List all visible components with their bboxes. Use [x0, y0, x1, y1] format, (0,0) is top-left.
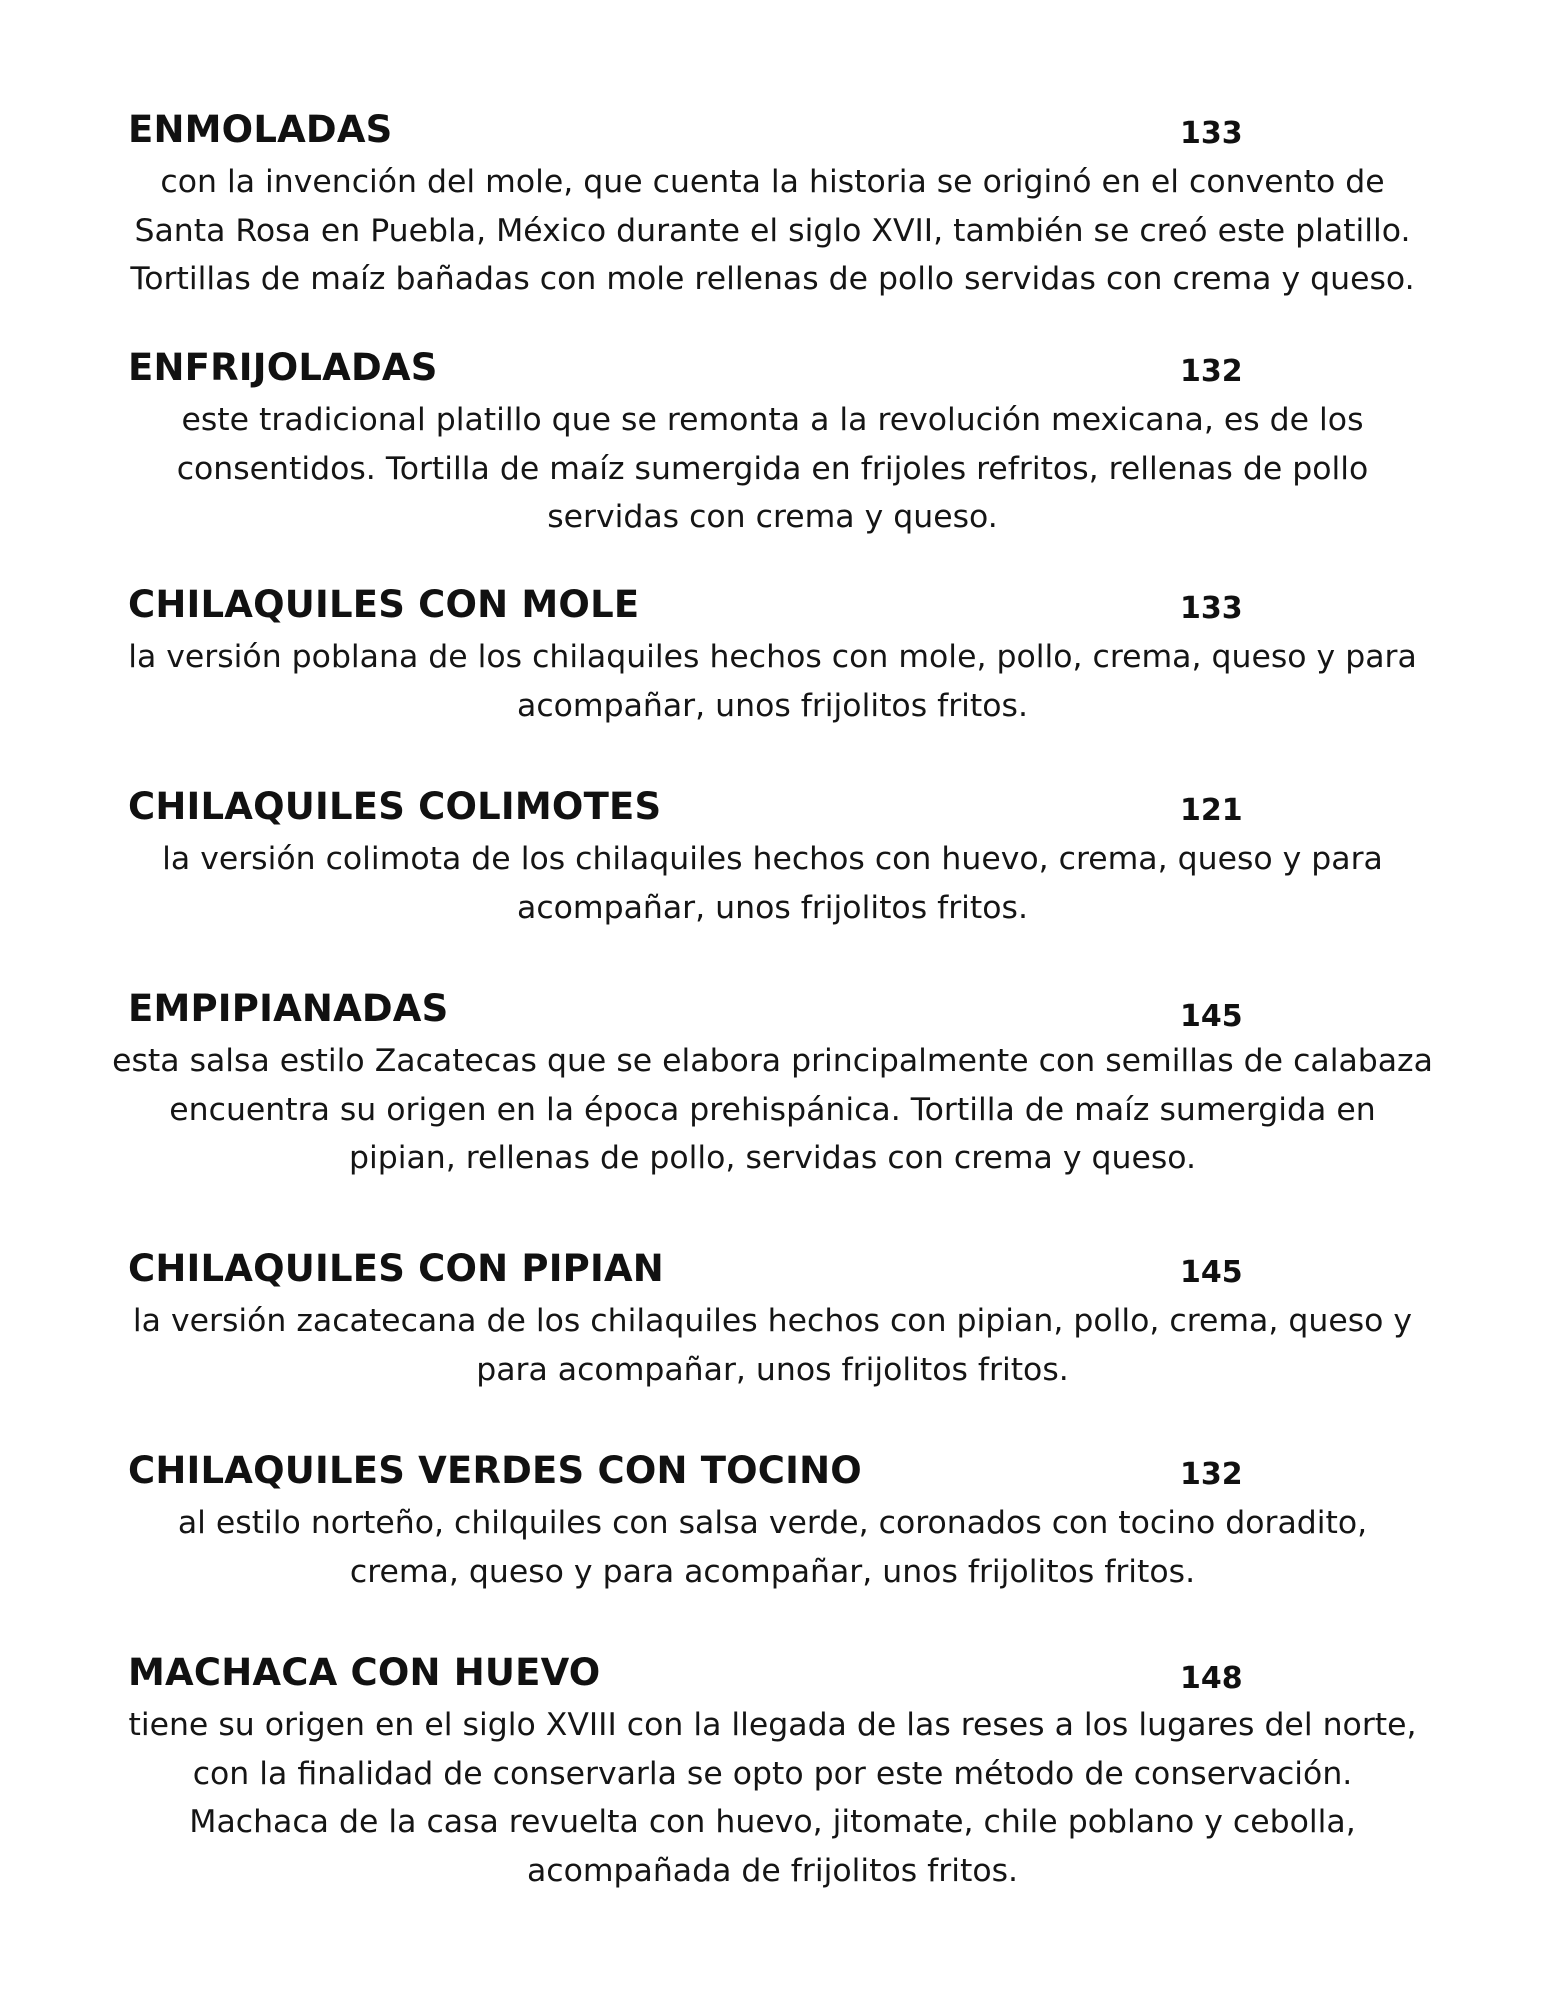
dish-name: ENFRIJOLADAS — [128, 346, 438, 389]
description-line: acompañada de frijolitos fritos. — [526, 1852, 1019, 1889]
dish-name: CHILAQUILES VERDES CON TOCINO — [128, 1449, 862, 1492]
dish-price: 132 — [1180, 1457, 1243, 1492]
dish-description — [110, 1037, 1435, 1183]
dish-price: 121 — [1180, 793, 1243, 828]
dish-name: ENMOLADAS — [128, 108, 393, 151]
dish-description — [110, 633, 1435, 730]
description-line: al estilo norteño, chilquiles con salsa verde, coronados con tocino doradito, — [177, 1505, 1368, 1541]
dish-name: MACHACA CON HUEVO — [128, 1651, 601, 1694]
dish-name: CHILAQUILES CON PIPIAN — [128, 1247, 664, 1290]
description-line: la versión colimota de los chilaquiles hechos con huevo, crema, queso y para — [162, 841, 1383, 877]
description-line: servidas con crema y queso. — [547, 499, 998, 535]
description-line: consentidos. Tortilla de maíz sumergida en frijoles refritos, rellenas de pollo — [176, 450, 1369, 487]
dish-price: 145 — [1180, 999, 1243, 1034]
dish-description — [110, 835, 1435, 932]
description-line: Santa Rosa en Puebla, México durante el siglo XVII, también se creó este platillo. — [134, 212, 1411, 249]
dish-name: EMPIPIANADAS — [128, 987, 449, 1030]
dish-description — [110, 1499, 1435, 1596]
dish-name: CHILAQUILES COLIMOTES — [128, 785, 662, 828]
dish-price: 148 — [1180, 1661, 1243, 1696]
dish-price: 133 — [1180, 591, 1243, 626]
description-line: crema, queso y para acompañar, unos frijolitos fritos. — [349, 1553, 1196, 1590]
description-line: la versión poblana de los chilaquiles hechos con mole, pollo, crema, queso y para — [128, 639, 1417, 675]
description-line: la versión zacatecana de los chilaquiles hechos con pipian, pollo, crema, queso y — [132, 1303, 1413, 1339]
description-line: este tradicional platillo que se remonta a la revolución mexicana, es de los — [181, 402, 1364, 438]
description-line: pipian, rellenas de pollo, servidas con crema y queso. — [349, 1140, 1196, 1176]
dish-price: 132 — [1180, 354, 1243, 389]
description-line: acompañar, unos frijolitos fritos. — [517, 889, 1028, 926]
dish-price: 145 — [1180, 1255, 1243, 1290]
dish-description — [110, 396, 1435, 542]
dish-description — [110, 1297, 1435, 1394]
description-line: Tortillas de maíz bañadas con mole rellenas de pollo servidas con crema y queso. — [130, 261, 1415, 297]
description-line: con la invención del mole, que cuenta la historia se originó en el convento de — [160, 164, 1385, 200]
dish-name: CHILAQUILES CON MOLE — [128, 583, 640, 626]
description-line: encuentra su origen en la época prehispánica. Tortilla de maíz sumergida en — [169, 1091, 1376, 1128]
description-line: Machaca de la casa revuelta con huevo, jitomate, chile poblano y cebolla, — [189, 1804, 1356, 1840]
description-line: tiene su origen en el siglo XVIII con la llegada de las reses a los lugares del norte, — [128, 1707, 1417, 1743]
description-line: esta salsa estilo Zacatecas que se elabora principalmente con semillas de calabaza — [112, 1043, 1433, 1079]
dish-description — [110, 158, 1435, 304]
description-line: con la finalidad de conservarla se opto por este método de conservación. — [192, 1755, 1353, 1792]
dish-description — [110, 1701, 1435, 1895]
dish-price: 133 — [1180, 116, 1243, 151]
description-line: acompañar, unos frijolitos fritos. — [517, 687, 1028, 724]
description-line: para acompañar, unos frijolitos fritos. — [476, 1351, 1069, 1388]
